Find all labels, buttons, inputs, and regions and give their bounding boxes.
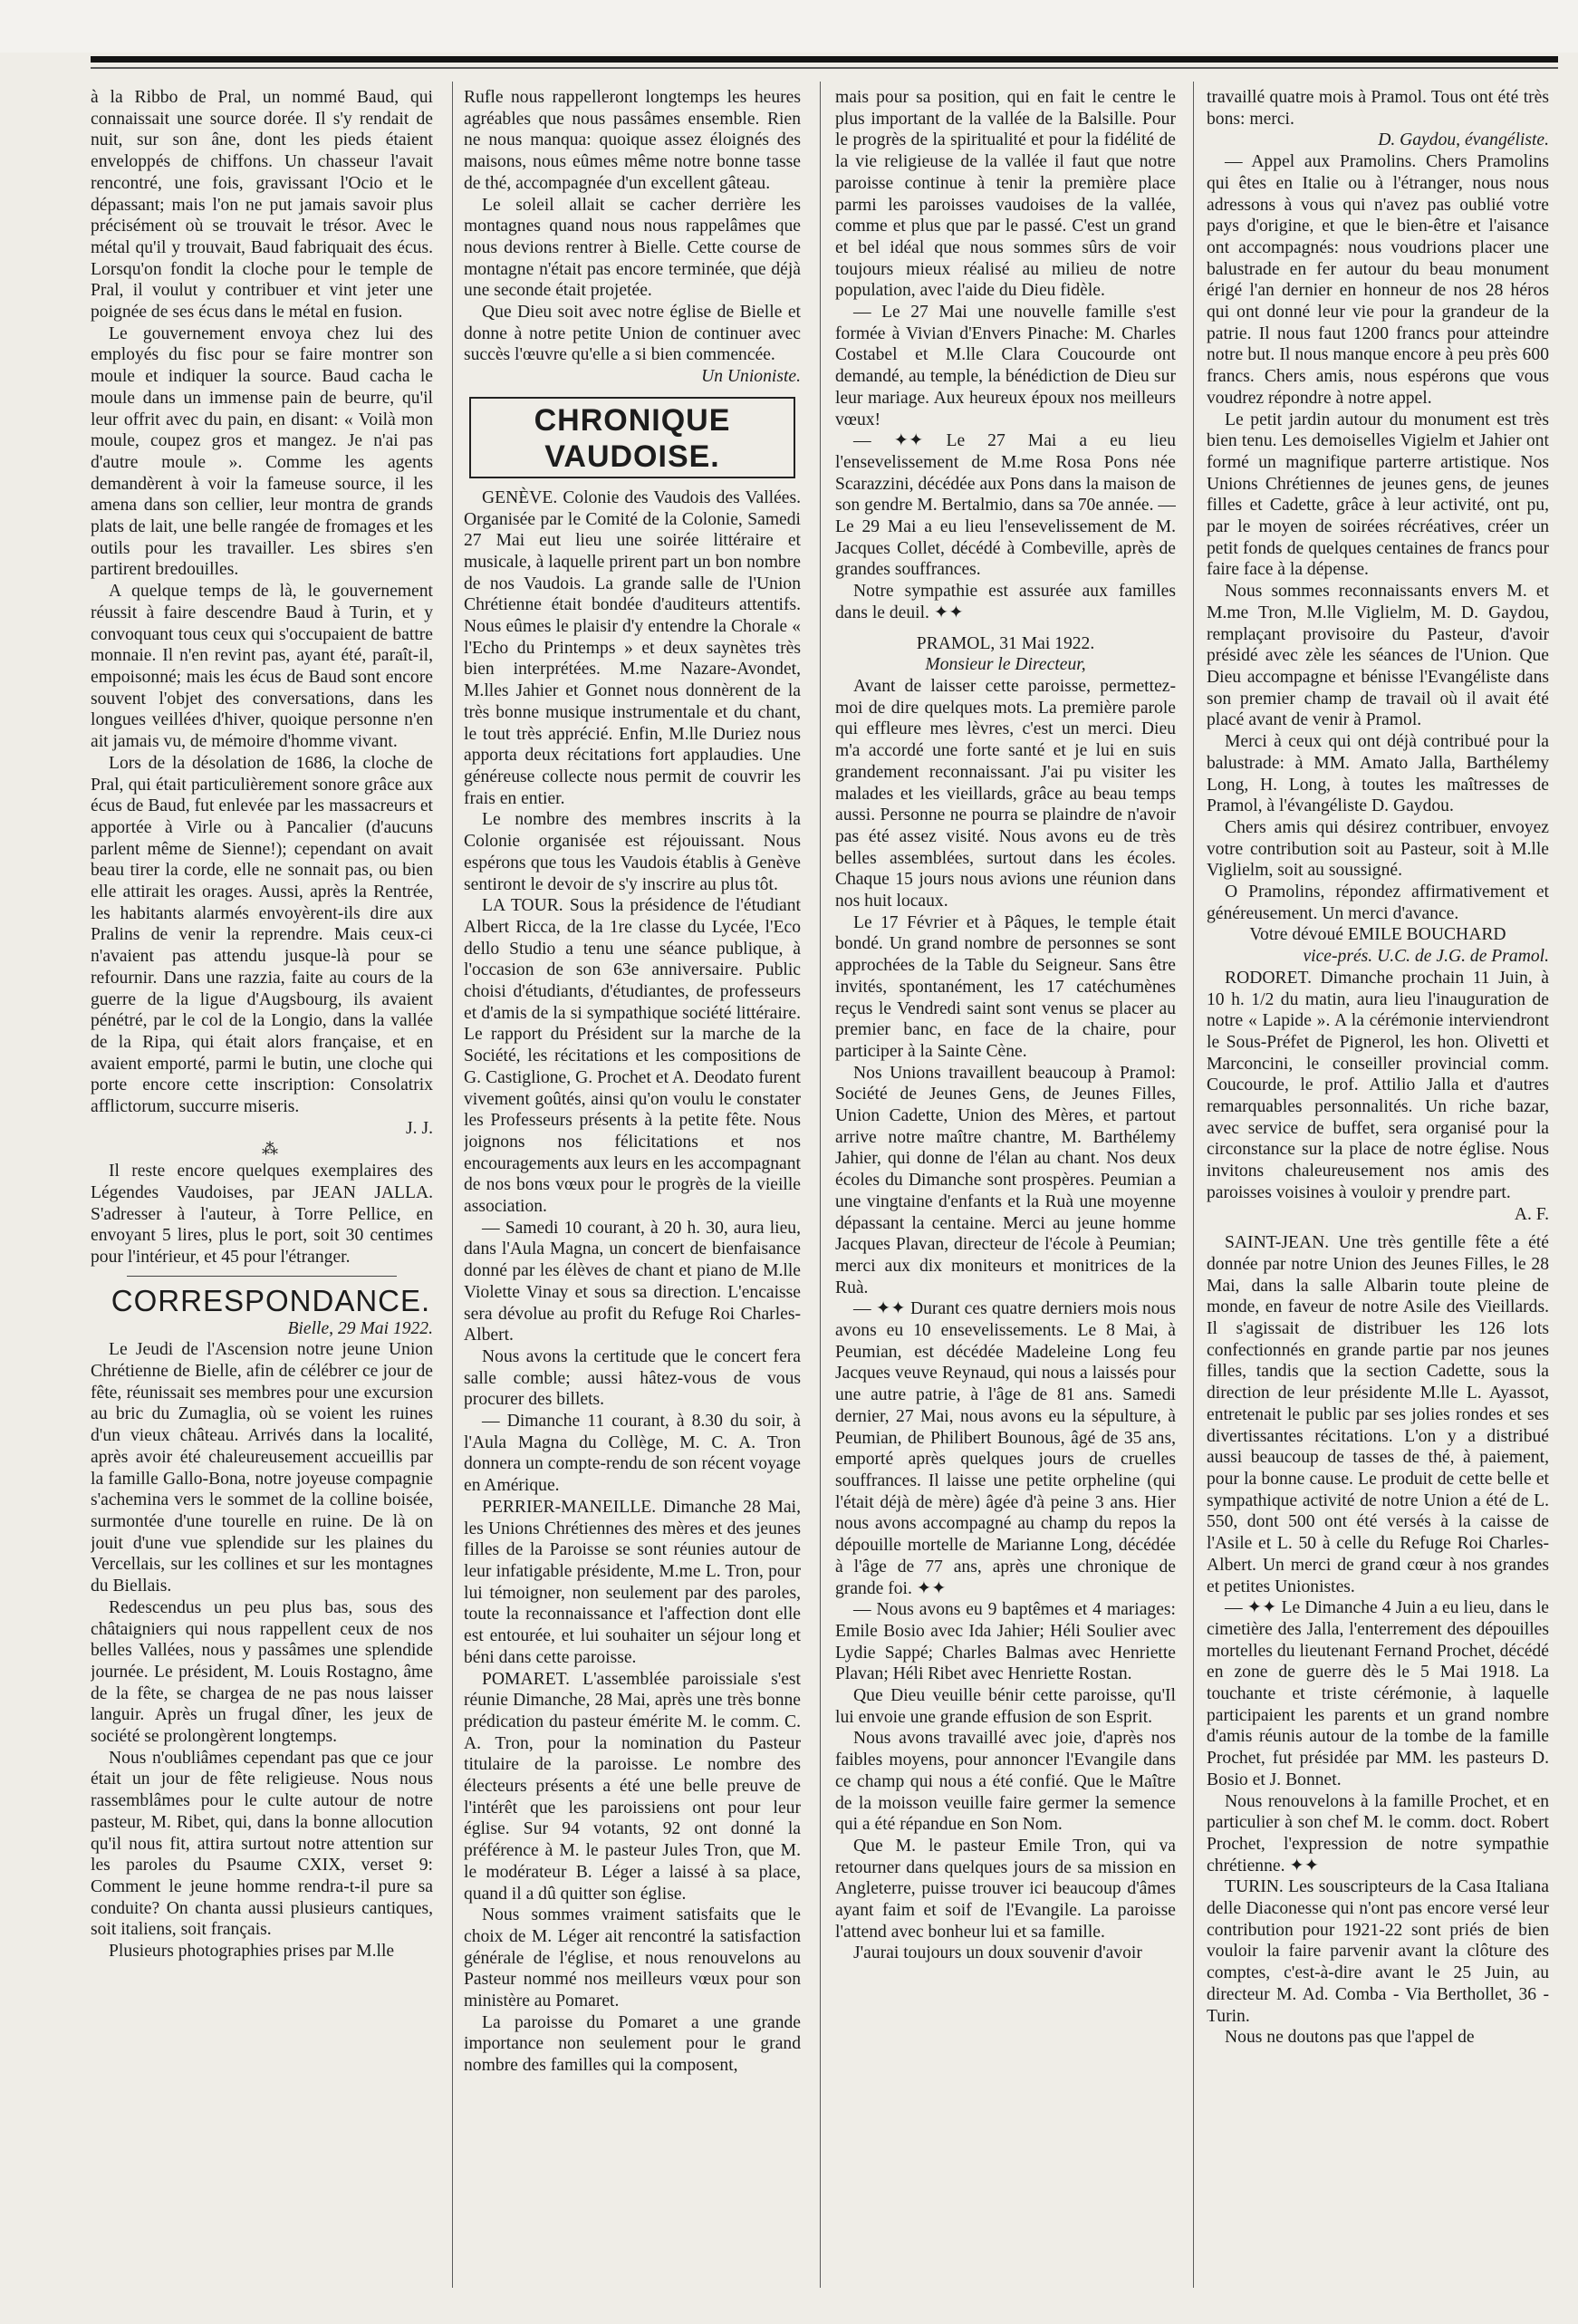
paragraph: La paroisse du Pomaret a une grande importance non seulement pour le grand nombre des familles qui la composent, xyxy=(464,2012,801,2076)
paragraph: Nous avons la certitude que le concert fera salle comble; aussi hâtez-vous de vous procurer des billets. xyxy=(464,1346,801,1410)
paragraph: — Appel aux Pramolins. Chers Pramolins qui êtes en Italie ou à l'étranger, nous nous adressons à vous qui n'avez pas oublié votre pays d'origine, et que le bien-être et l'aisance ont accompagnés: nous voudrions placer une balustrade en fer autour du beau monument érigé l'an dernier en honneur de nos 28 héros qui ont donné leur vie pour la grandeur de la patrie. Il nous faut 1200 francs pour atteindre notre but. Il nous manque encore à peu près 600 francs. Chers amis, nous espérons que vous voudrez répondre à notre appel. xyxy=(1207,152,1549,408)
paragraph: Plusieurs photographies prises par M.lle xyxy=(109,1942,395,1962)
paragraph: O Pramolins, répondez affirmativement et généreusement. Un merci d'avance. xyxy=(1207,882,1549,923)
signature: A. F. xyxy=(1514,1204,1549,1224)
paragraph: — Samedi 10 courant, à 20 h. 30, aura lieu, dans l'Aula Magna, un concert de bienfaisance donné par les élèves de chant et piano de M.lle Violette Vinay et sous sa direction. L'encaisse sera dévolue au profit du Refuge Roi Charles-Albert. xyxy=(464,1218,801,1345)
paragraph: — ✦✦ Le 27 Mai a eu lieu l'ensevelissement de M.me Rosa Pons née Scarazzini, décédée aux Pons dans la maison de son gendre M. Bertalmio, dans sa 70e année. — Le 29 Mai a eu lieu l'ensevelissement de M. Jacques Collet, décédé à Combeville, après de grandes souffrances. xyxy=(835,431,1176,580)
column-divider xyxy=(820,82,821,2288)
paragraph: POMARET. L'assemblée paroissiale s'est réunie Dimanche, 28 Mai, après une très bonne prédication du pasteur émérite M. le comm. C. A. Tron, pour la nomination du Pasteur titulaire de la paroisse. Le nombre des électeurs présents a été une belle preuve de l'intérêt que les paroissiens ont pour leur église. Sur 94 votants, 92 ont donné la préférence à M. le pasteur Jules Tron, que M. le modérateur B. Léger a laissé à sa place, quand il a dû quitter son église. xyxy=(464,1669,801,1904)
salutation: Monsieur le Directeur, xyxy=(925,655,1086,675)
signature: Un Unioniste. xyxy=(701,367,801,387)
paragraph: J'aurai toujours un doux souvenir d'avoir xyxy=(853,1943,1142,1963)
paragraph: — Dimanche 11 courant, à 8.30 du soir, à l'Aula Magna du Collège, M. C. A. Tron donnera un compte-rendu de son récent voyage en Amérique. xyxy=(464,1412,801,1496)
paragraph: Notre sympathie est assurée aux familles dans le deuil. ✦✦ xyxy=(835,582,1176,622)
paragraph: Avant de laisser cette paroisse, permettez-moi de dire quelques mots. La première parole qui effleure mes lèvres, c'est un merci. Dieu m'a accordé une forte santé et je lui en suis grandement reconnaissant. J'ai pu visiter les malades et les vieillards, grâce au beau temps aussi. Personne ne pourra se plaindre de n'avoir pas été assez visité. Nous avons eu de très belles assemblées, surtout dans les écoles. Chaque 15 jours nous avions une réunion dans nos huit locaux. xyxy=(835,676,1176,911)
paragraph: Nous avons travaillé avec joie, d'après nos faibles moyens, pour annoncer l'Evangile dans ce champ qui nous a été confié. Que le Maître de la moisson veuille faire germer la semence qui a été répandue en Son Nom. xyxy=(835,1729,1176,1835)
paragraph: Rufle nous rappelleront longtemps les heures agréables que nous passâmes ensemble. Rien ne nous manqua: quoique assez éloignés des maisons, nous eûmes même notre bonne tasse de thé, accompagnée d'un excellent gâteau. xyxy=(464,88,801,193)
paragraph: TURIN. Les souscripteurs de la Casa Italiana delle Diaconesse qui n'ont pas encore versé leur contribution pour 1921-22 sont priés de bien vouloir la faire parvenir avant la clôture des comptes, c'est-à-dire avant le 25 Juin, au directeur M. Ad. Comba - Via Berthollet, 36 - Turin. xyxy=(1207,1877,1549,2026)
paragraph: — Nous avons eu 9 baptêmes et 4 mariages: Emile Bosio avec Ida Jahier; Héli Soulier avec Lydie Sappé; Charles Balmas avec Henriette Plavan; Héli Ribet avec Henriette Rostan. xyxy=(835,1600,1176,1684)
header-rule-thick xyxy=(91,56,1558,63)
dateline: Bielle, 29 Mai 1922. xyxy=(287,1318,433,1338)
paragraph: Que Dieu veuille bénir cette paroisse, qu'Il lui envoie une grande effusion de son Esprit. xyxy=(835,1686,1176,1727)
paragraph: Nos Unions travaillent beaucoup à Pramol: Société de Jeunes Gens, de Jeunes Filles, Union Cadette, Union des Mères, et partout arrive notre maître chantre, M. Barthélemy Jahier, qui donne de l'élan au chant. Nos deux écoles du Dimanche sont prospères. Peumian a une vingtaine d'enfants et la Ruà une moyenne dépassant la centaine. Merci au jeune homme Jacques Plavan, directeur de l'école à Peumian; merci aux dix moniteurs et monitrices de la Ruà. xyxy=(835,1063,1176,1297)
column-3 xyxy=(835,87,1176,2289)
signature: J. J. xyxy=(406,1118,433,1138)
paragraph: SAINT-JEAN. Une très gentille fête a été donnée par notre Union des Jeunes Filles, le 28 Mai, dans la salle Albarin toute pleine de monde, en faveur de notre Asile des Vieillards. Il s'agissait de distribuer les 126 lots confectionnés en grande partie par nos jeunes filles, tandis que la section Cadette, sous la direction de leur présidente M.lle L. Ayassot, entretenait le public par ses jolies rondes et ses divertissantes récitations. L'on y a distribué aussi beaucoup de tasses de thé, à paiement, pour la bonne cause. Le produit de cette belle et sympathique activité de notre Union a été de L. 550, dont 500 ont été versés à la caisse de l'Asile et L. 50 à celle du Refuge Roi Charles-Albert. Un merci de grand cœur à nos grandes et petites Unionistes. xyxy=(1207,1233,1549,1596)
paragraph: Chers amis qui désirez contribuer, envoyez votre contribution soit au Pasteur, soit à M.lle Viglielm, soit au soussigné. xyxy=(1207,817,1549,881)
paragraph: PERRIER-MANEILLE. Dimanche 28 Mai, les Unions Chrétiennes des mères et des jeunes filles de la Paroisse se sont réunies autour de leur infatigable présidente, M.me L. Tron, pour lui témoigner, non seulement par des paroles, toute la reconnaissance et l'affection dont elle est entourée, et lui souhaiter un séjour long et béni dans cette paroisse. xyxy=(464,1497,801,1667)
paragraph: Nous sommes reconnaissants envers M. et M.me Tron, M.lle Viglielm, M. D. Gaydou, remplaçant provisoire du Pasteur, d'avoir présidé avec zèle les séances de l'Union. Que Dieu accompagne et bénisse l'Evangéliste dans son premier champ de travail où il avait été placé avant de venir à Pramol. xyxy=(1207,582,1549,730)
paragraph: mais pour sa position, qui en fait le centre le plus important de la vallée de la Balsille. Pour le progrès de la spiritualité et pour la fidélité de la vie religieuse de la vallée il faut que notre paroisse continue à tenir la première place parmi les paroisses vaudoises de la vallée, comme et plus que par le passé. C'est un grand et bel idéal que nous sommes sûrs de voir toujours mieux réalisé au milieu de notre population, avec l'aide du Dieu fidèle. xyxy=(835,88,1176,301)
paragraph: RODORET. Dimanche prochain 11 Juin, à 10 h. 1/2 du matin, aura lieu l'inauguration de notre « Lapide ». A la cérémonie interviendront le Sous-Préfet de Pignerol, les hon. Olivetti et Marconcini, le conseiller provincial comm. Coucourde, le prof. Attilio Jalla et d'autres remarquables personnalités. Un riche bazar, avec service de buffet, sera organisé pour la circonstance sur la place de notre église. Nous invitons chaleureusement nos amis des paroisses voisines à vouloir y prendre part. xyxy=(1207,968,1549,1202)
paragraph: Le Jeudi de l'Ascension notre jeune Union Chrétienne de Bielle, afin de célébrer ce jour de fête, réunissait ses membres pour une excursion au bric du Zumaglia, où se voient les ruines d'un vieux château. Arrivés dans la localité, après avoir été chaleureusement accueillis par la famille Gallo-Bona, notre joyeuse compagnie s'achemina vers le sommet de la colline boisée, surmontée d'une tourelle en ruine. De là on jouit d'une vue splendide sur les plaines du Vercellais, sur les collines et sur les montagnes du Biellais. xyxy=(91,1340,433,1596)
signature: D. Gaydou, évangéliste. xyxy=(1378,130,1549,150)
section-rule xyxy=(127,1276,397,1277)
paragraph: GENÈVE. Colonie des Vaudois des Vallées. Organisée par le Comité de la Colonie, Samedi 27 Mai eut lieu une soirée littéraire et musicale, à laquelle prirent part un bon nombre de nos Vaudois. La grande salle de l'Union Chrétienne était bondée d'auditeurs attentifs. Nous eûmes le plaisir d'y entendre la Chorale « l'Echo du Printemps » et deux saynètes très bien interprétées. M.me Nazare-Avondet, M.lles Jahier et Gonnet nous donnèrent de la très bonne musique instrumentale et du chant, le tout très apprécié. Enfin, M.lle Duriez nous apporta deux récitations fort applaudies. Une généreuse collecte nous permit de couvrir les frais en entier. xyxy=(464,487,801,808)
column-1 xyxy=(91,87,433,2289)
column-4 xyxy=(1207,87,1549,2289)
signature-title: vice-prés. U.C. de J.G. de Pramol. xyxy=(1303,947,1549,967)
paragraph: A quelque temps de là, le gouvernement réussit à faire descendre Baud à Turin, et y convoquant tous ceux qui s'occupaient de battre monnaie. Il n'en revint pas, ayant été, paraît-il, empoisonné; mais les écus de Baud sont encore souvent l'objet des conversations, dans les longues veillées d'hiver, quoique personne n'en ait jamais vu, de mémoire d'homme vivant. xyxy=(91,582,433,752)
signature: Votre dévoué EMILE BOUCHARD xyxy=(1249,925,1506,945)
section-title-correspondance: CORRESPONDANCE. xyxy=(111,1283,431,1317)
paragraph: LA TOUR. Sous la présidence de l'étudiant Albert Ricca, de la 1re classe du Lycée, l'Eco dello Studio a tenu une séance publique, à l'occasion de son 63e anniversaire. Public choisi d'étudiants, d'étudiantes, de professeurs et d'amis de la si sympathique société littéraire. Le rapport du Président sur la marche de la Société, les récitations et les compositions de G. Castiglione, G. Prochet et A. Deodato furent vivement goûtés, ainsi qu'on voulu le constater les Professeurs présents à la petite fête. Nous joignons nos félicitations et nos encouragements aux leurs en les accompagnant de nos bons vœux pour le progrès de la vieille association. xyxy=(464,896,801,1217)
header-rule-thin xyxy=(91,67,1558,69)
paragraph: Redescendus un peu plus bas, sous des châtaigniers qui nous rappellent ceux de nos belles Vallées, nous y passâmes une splendide journée. Le président, M. Louis Rostagno, âme de la fête, se chargea de ne pas nous laisser languir. Après un frugal dîner, les jeux de société se prolongèrent longtemps. xyxy=(91,1597,433,1747)
column-2 xyxy=(464,87,801,2289)
paragraph: Le nombre des membres inscrits à la Colonie organisée est réjouissant. Nous espérons que tous les Vaudois établis à Genève sentiront le devoir de s'y inscrire au plus tôt. xyxy=(464,810,801,894)
section-title-box xyxy=(469,397,795,478)
paragraph: Que M. le pasteur Emile Tron, qui va retourner dans quelques jours de sa mission en Angleterre, puisse trouver ici beaucoup d'âmes ayant faim et soif de l'Evangile. La paroisse l'attend avec bonheur lui et sa famille. xyxy=(835,1836,1176,1942)
column-divider xyxy=(1193,82,1194,2288)
paragraph: travaillé quatre mois à Pramol. Tous ont été très bons: merci. xyxy=(1207,88,1549,129)
section-title-chronique: CHRONIQUE VAUDOISE. xyxy=(534,402,731,474)
paragraph: Lors de la désolation de 1686, la cloche de Pral, qui était particulièrement sonore grâce aux écus de Baud, fut enlevée par les massacreurs et apportée à Virle ou à Pancalier (d'aucuns parlent même de Sienne!); cependant on avait beau tirer la corde, elle ne sonnait pas, ou bien elle attirait les orages. Aussi, après la Rentrée, les habitants alarmés envoyèrent-ils dire aux Pralins de venir la reprendre. Mais ceux-ci n'avaient pas attendu jusque-là pour se refournir. Dans une razzia, faite au cours de la guerre de la ligue d'Augsbourg, ils avaient pénétré, par le col de la Longio, dans la vallée de la Ripa, qui était alors française, et en avaient emporté, parmi le butin, une cloche qui porte encore cette inscription: Consolatrix afflictorum, succurre miseris. xyxy=(91,753,433,1117)
paragraph: Le petit jardin autour du monument est très bien tenu. Les demoiselles Vigielm et Jahier ont formé un magnifique parterre artistique. Nos Unions Chrétiennes de jeunes gens, de jeunes filles et Cadette, grâce à leur activité, ont pu, par le moyen de soirées récréatives, créer un petit fonds de quelques centaines de francs pour faire face à la dépense. xyxy=(1207,410,1549,580)
paragraph: à la Ribbo de Pral, un nommé Baud, qui connaissait une source dorée. Il s'y rendait de nuit, sur son âne, dont les pieds étaient enveloppés de chiffons. Un chasseur l'avait rencontré, une fois, gravissant l'Ocio et le dépassant; mais l'on ne put jamais savoir plus précisément où se trouvait le trésor. Avec le métal qu'il y trouvait, Baud fabriquait des écus. Lorsqu'on fondit la cloche pour le temple de Pral, il voulut y contribuer et vint jeter une poignée de ses écus dans le métal en fusion. xyxy=(91,88,433,323)
paragraph: Nous sommes vraiment satisfaits que le choix de M. Léger ait rencontré la satisfaction générale de l'église, et nous renouvelons au Pasteur nommé nos meilleurs vœux pour son ministère au Pomaret. xyxy=(464,1905,801,2011)
paragraph: Nous renouvelons à la famille Prochet, et en particulier à son chef M. le comm. doct. Robert Prochet, l'expression de notre sympathie chrétienne. ✦✦ xyxy=(1207,1791,1549,1876)
paragraph: Nous n'oubliâmes cependant pas que ce jour était un jour de fête religieuse. Nous nous rassemblâmes pour le culte autour de notre pasteur, M. Ribet, qui, dans la bonne allocution qu'il nous fit, attira surtout notre attention sur les paroles du Psaume CXIX, verset 9: Comment le jeune homme rendra-t-il pure sa conduite? On chanta aussi plusieurs cantiques, soit italiens, soit français. xyxy=(91,1748,433,1940)
paragraph: Le gouvernement envoya chez lui des employés du fisc pour se faire montrer son moule et indiquer la source. Baud cacha le moule dans un immense pain de beurre, qu'il leur offrit avec du pain, en disant: « Voilà mon moule, coupez gros et mangez. Je n'ai pas d'autre moule ». Comme les agents demandèrent à voir la fameuse source, il les amena dans son cellier, leur montra de grands plats de lait, une belle rangée de fromages et les outils pour les travailler. Les sbires s'en partirent bredouilles. xyxy=(91,323,433,580)
ornament-asterism: ⁂ xyxy=(262,1140,280,1159)
book-advert: Il reste encore quelques exemplaires des Légendes Vaudoises, par JEAN JALLA. S'adresser à l'auteur, à Torre Pellice, en envoyant 5 lires, plus le port, soit 30 centimes pour l'intérieur, et 45 pour l'étranger. xyxy=(91,1162,433,1267)
paragraph: Merci à ceux qui ont déjà contribué pour la balustrade: à MM. Amato Jalla, Barthélemy Long, H. Long, à toutes les maîtresses de Pramol, à l'évangéliste D. Gaydou. xyxy=(1207,732,1549,816)
paragraph: Le 17 Février et à Pâques, le temple était bondé. Un grand nombre de personnes se sont approchées de la Table du Seigneur. Sans être invités, spontanément, les 17 catéchumènes reçus le Vendredi saint sont venus se placer au premier banc, en face de la chaire, pour participer à la Sainte Cène. xyxy=(835,912,1176,1061)
column-divider xyxy=(452,82,453,2288)
paragraph: Le soleil allait se cacher derrière les montagnes quand nous nous rappelâmes que nous devions rentrer à Bielle. Cette course de montagne n'était pas encore terminée, que déjà une seconde était projetée. xyxy=(464,195,801,301)
paragraph: — ✦✦ Le Dimanche 4 Juin a eu lieu, dans le cimetière des Jalla, l'enterrement des dépouilles mortelles du lieutenant Fernand Prochet, décédé en zone de guerre dès le 5 Mai 1918. La touchante et triste cérémonie, à laquelle participaient les parents et un grand nombre d'amis réunis autour de la tombe de la famille Prochet, fut présidée par MM. les pasteurs D. Bosio et J. Bonnet. xyxy=(1207,1598,1549,1789)
paragraph: — Le 27 Mai une nouvelle famille s'est formée à Vivian d'Envers Pinache: M. Charles Costabel et M.lle Clara Coucourde ont demandé, au temple, la bénédiction de Dieu sur leur mariage. Aux heureux époux nos meilleurs vœux! xyxy=(835,303,1176,429)
page-top-margin xyxy=(0,0,1578,53)
paragraph: Nous ne doutons pas que l'appel de xyxy=(1225,2028,1475,2048)
paragraph: Que Dieu soit avec notre église de Bielle et donne à notre petite Union de continuer avec succès l'œuvre qu'elle a si bien commencée. xyxy=(464,303,801,365)
paragraph: — ✦✦ Durant ces quatre derniers mois nous avons eu 10 ensevelissements. Le 8 Mai, à Peumian, est décédée Madeleine Long feu Jacques veuve Reynaud, qui nous a laissés pour une autre patrie, à l'âge de 81 ans. Samedi dernier, 27 Mai, nous avons eu la sépulture, à Peumian, de Philibert Bounous, âgé de 35 ans, emporté après quelques jours de cruelles souffrances. Il laisse une petite orpheline (qui l'était déjà de mère) âgée d'à peine 3 ans. Hier nous avons accompagné au champ du repos la dépouille mortelle de Marianne Long, décédée à l'âge de 77 ans, après une chronique de grande foi. ✦✦ xyxy=(835,1299,1176,1598)
dateline: PRAMOL, 31 Mai 1922. xyxy=(916,633,1095,653)
